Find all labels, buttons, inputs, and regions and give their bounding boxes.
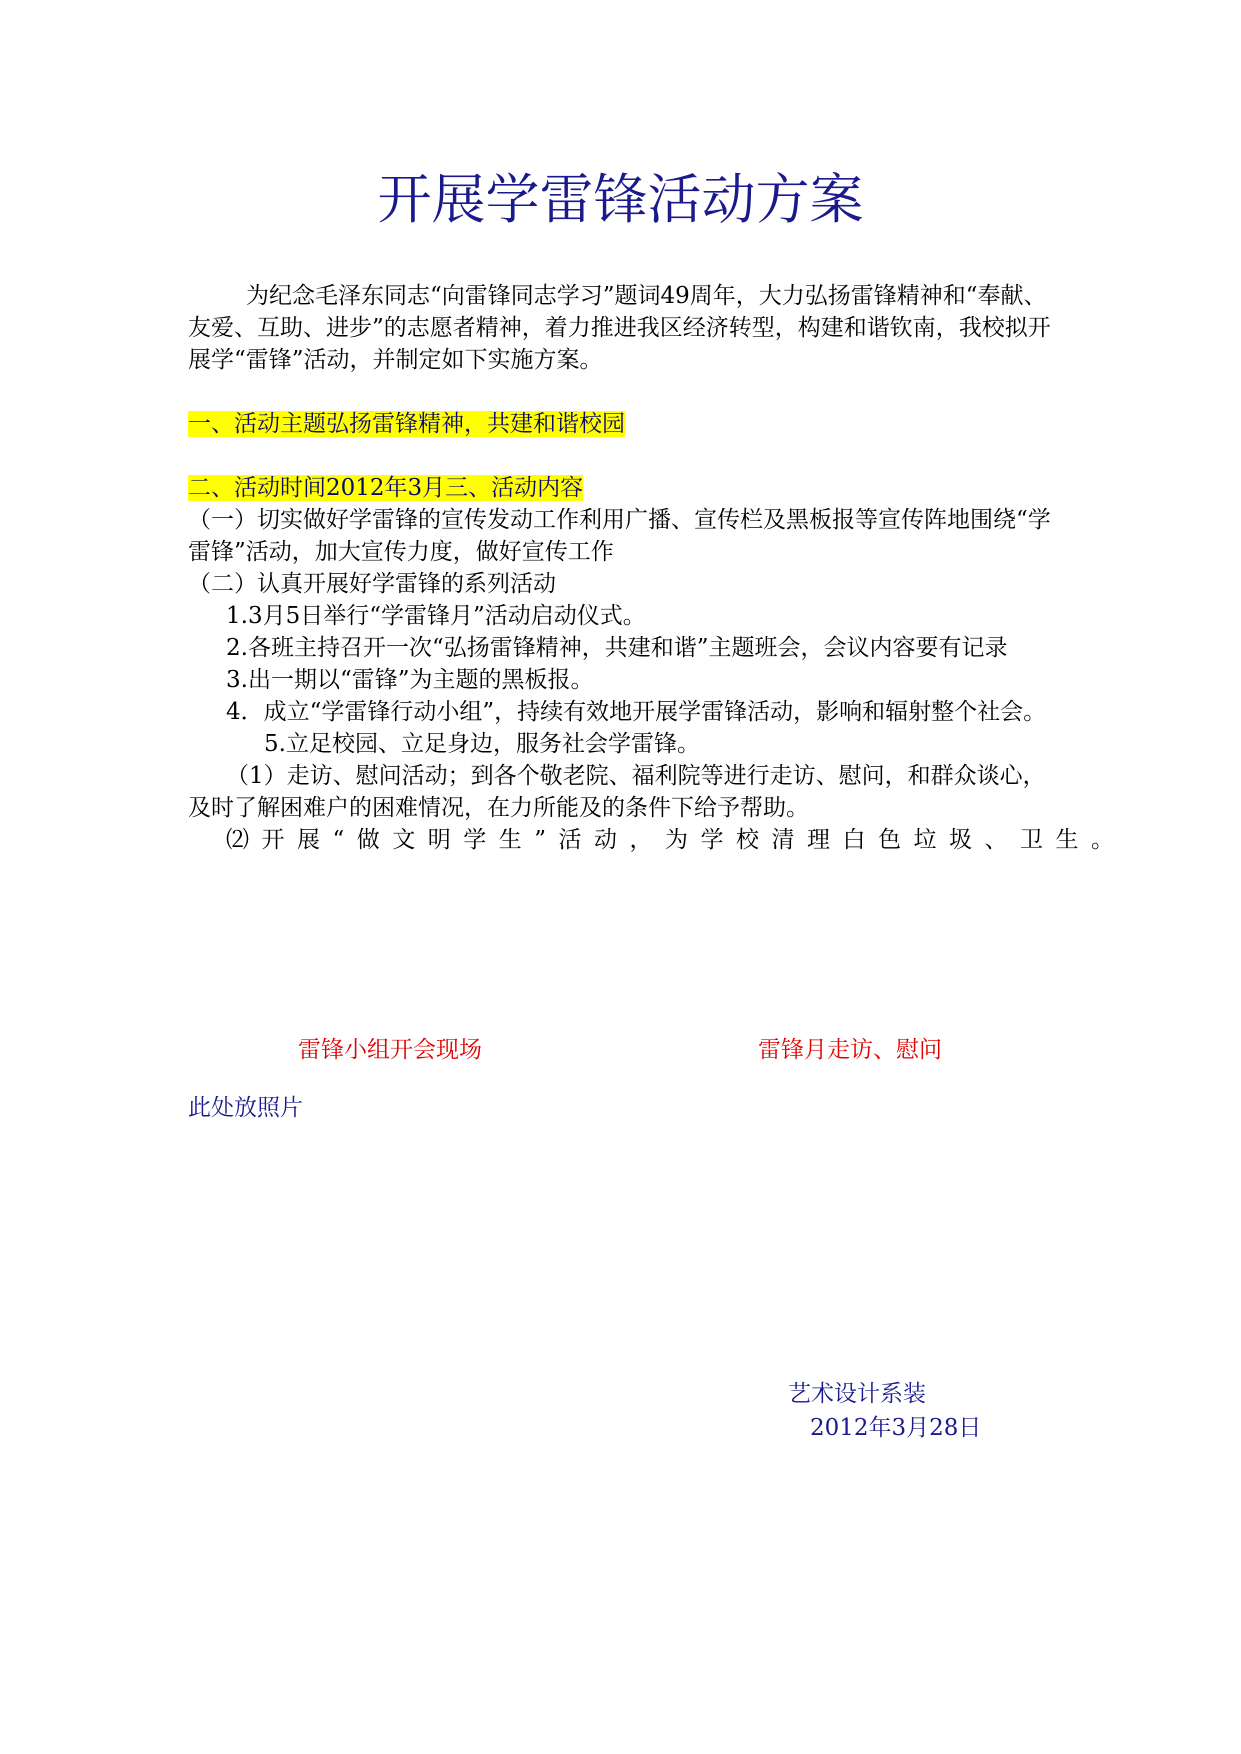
spacer bbox=[188, 376, 1060, 408]
section-heading-1-text: 一、活动主题弘扬雷锋精神，共建和谐校园 bbox=[188, 411, 625, 437]
section-heading-2-text: 二、活动时间2012年3月三、活动内容 bbox=[188, 475, 584, 501]
page-title: 开展学雷锋活动方案 bbox=[377, 168, 864, 231]
signature-department: 艺术设计系装 bbox=[788, 1381, 926, 1407]
list-item-2: 2.各班主持召开一次“弘扬雷锋精神，共建和谐”主题班会，会议内容要有记录 bbox=[226, 635, 1008, 661]
subsection-1: （一）切实做好学雷锋的宣传发动工作利用广播、宣传栏及黑板报等宣传阵地围绕“学雷锋”活动，加大宣传力度，做好宣传工作 bbox=[188, 507, 1051, 565]
list-item-5-2: ⑵开展“做文明学生”活动，为学校清理白色垃圾、卫生。 bbox=[226, 827, 1127, 853]
list-item-3: 3.出一期以“雷锋”为主题的黑板报。 bbox=[226, 667, 594, 693]
section-heading-1 bbox=[188, 408, 1060, 440]
photo-caption-right: 雷锋月走访、慰问 bbox=[758, 1037, 942, 1063]
list-item-1: 1.3月5日举行“学雷锋月”活动启动仪式。 bbox=[226, 603, 646, 629]
list-item-4: 4．成立“学雷锋行动小组”，持续有效地开展学雷锋活动，影响和辐射整个社会。 bbox=[226, 699, 1047, 725]
section-heading-2 bbox=[188, 472, 1060, 504]
intro-paragraph: 为纪念毛泽东同志“向雷锋同志学习”题词49周年，大力弘扬雷锋精神和“奉献、友爱、互助、进步”的志愿者精神，着力推进我区经济转型，构建和谐钦南，我校拟开展学“雷锋”活动，并制定如下实施方案。 bbox=[188, 283, 1051, 373]
list-item-5: 5.立足校园、立足身边，服务社会学雷锋。 bbox=[264, 731, 700, 757]
signature-date: 2012年3月28日 bbox=[810, 1415, 982, 1441]
document-body bbox=[188, 280, 1127, 856]
photo-caption-left: 雷锋小组开会现场 bbox=[298, 1037, 482, 1063]
list-item-5-1: （1）走访、慰问活动；到各个敬老院、福利院等进行走访、慰问，和群众谈心，及时了解困难户的困难情况，在力所能及的条件下给予帮助。 bbox=[188, 763, 1046, 821]
subsection-2: （二）认真开展好学雷锋的系列活动 bbox=[188, 571, 556, 597]
photo-placeholder-note: 此处放照片 bbox=[188, 1095, 303, 1121]
spacer bbox=[188, 440, 1060, 472]
